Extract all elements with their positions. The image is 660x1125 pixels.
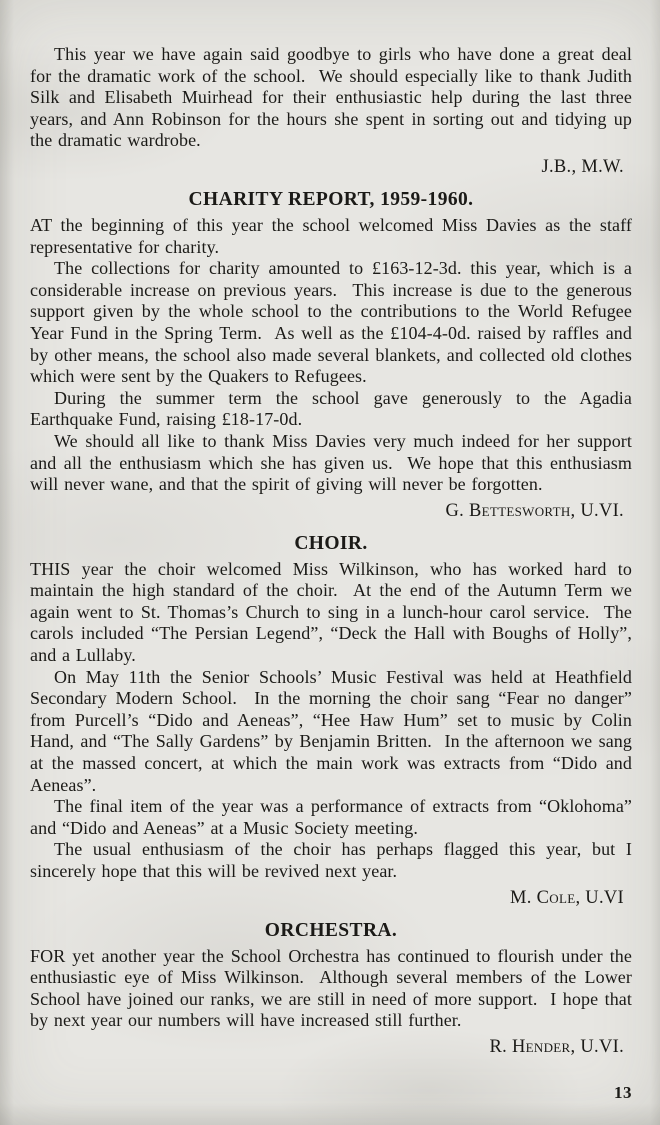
signature-charity: G. Bettesworth, U.VI. — [445, 500, 624, 521]
intro-paragraph: This year we have again said goodbye to girls who have done a great deal for the dramatic work of the school. We should especially like to thank Judith Silk and Elisabeth Muirhead for their enthusiastic help during the last three years, and Ann Robinson for the hours she spent in sorting out and tidying up the dramatic wardrobe. — [30, 44, 638, 151]
charity-paragraph-2: The collections for charity amounted to £163-12-3d. this year, which is a considerable increase on previous years. This increase is due to the generous support given by the whole school to the contributions to the World Refugee Year Fund in the Spring Term. As well as the £104-4-0d. raised by raffles and by other means, the school also made several blankets, and collected old clothes which were sent by the Quakers to Refugees. — [30, 258, 638, 387]
choir-paragraph-3: The final item of the year was a performance of extracts from “Oklohoma” and “Dido and Aeneas” at a Music Society meeting. — [30, 796, 638, 838]
charity-paragraph-1: AT the beginning of this year the school welcomed Miss Davies as the staff representative for charity. — [30, 214, 638, 257]
orchestra-paragraph-1: FOR yet another year the School Orchestra has continued to flourish under the enthusiastic eye of Miss Wilkinson. Although several members of the Lower School have joined our ranks, we are still in need of more support. I hope that by next year our numbers will have increased still further. — [30, 945, 638, 1031]
signature-orchestra: R. Hender, U.VI. — [489, 1036, 624, 1057]
heading-charity-report: CHARITY REPORT, 1959-1960. — [188, 188, 474, 210]
signature-choir: M. Cole, U.VI — [510, 887, 624, 908]
signature-intro: J.B., M.W. — [541, 156, 624, 177]
charity-paragraph-3: During the summer term the school gave generously to the Agadia Earthquake Fund, raising £18-17-0d. — [30, 387, 638, 430]
choir-paragraph-4: The usual enthusiasm of the choir has perhaps flagged this year, but I sincerely hope that this will be revived next year. — [30, 839, 638, 881]
heading-choir: CHOIR. — [294, 532, 368, 554]
choir-paragraph-2: On May 11th the Senior Schools’ Music Festival was held at Heathfield Secondary Modern School. In the morning the choir sang “Fear no danger” from Purcell’s “Dido and Aeneas”, “Hee Haw Hum” set to music by Colin Hand, and “The Sally Gardens” by Benjamin Britten. In the afternoon we sang at the massed concert, at which the main work was extracts from “Dido and Aeneas”. — [30, 666, 638, 795]
charity-paragraph-4: We should all like to thank Miss Davies very much indeed for her support and all the enthusiasm which she has given us. We hope that this enthusiasm will never wane, and that the spirit of giving will never be forgotten. — [30, 430, 638, 495]
choir-paragraph-1: THIS year the choir welcomed Miss Wilkinson, who has worked hard to maintain the high standard of the choir. At the end of the Autumn Term we again went to St. Thomas’s Church to sing in a lunch-hour carol service. The carols included “The Persian Legend”, “Deck the Hall with Boughs of Holly”, and a Lullaby. — [30, 558, 638, 666]
page-number: 13 — [614, 1083, 632, 1102]
heading-orchestra: ORCHESTRA. — [264, 919, 398, 941]
